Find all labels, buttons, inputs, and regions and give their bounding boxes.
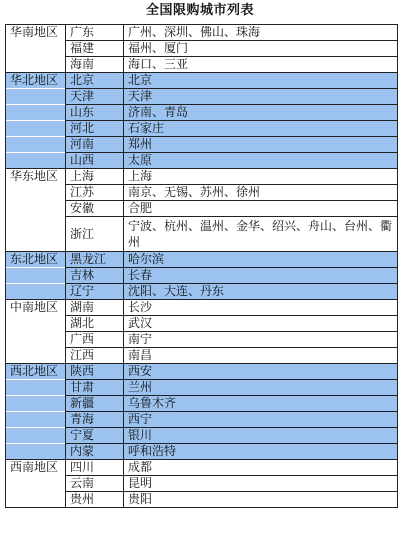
table-row [6, 284, 398, 300]
cities-cell: 宁波、杭州、温州、金华、绍兴、舟山、台州、衢州 [124, 217, 398, 252]
region-cell [6, 332, 66, 348]
region-cell: 华东地区 [6, 169, 66, 185]
province-cell: 海南 [66, 57, 124, 73]
table-row [6, 444, 398, 460]
region-cell [6, 476, 66, 492]
province-cell: 北京 [66, 73, 124, 89]
region-cell [6, 492, 66, 508]
province-cell: 吉林 [66, 268, 124, 284]
cities-cell: 哈尔滨 [124, 252, 398, 268]
cities-cell: 太原 [124, 153, 398, 169]
province-cell: 四川 [66, 460, 124, 476]
region-cell [6, 57, 66, 73]
region-cell [6, 380, 66, 396]
table-row [6, 380, 398, 396]
province-cell: 宁夏 [66, 428, 124, 444]
province-cell: 河北 [66, 121, 124, 137]
province-cell: 湖南 [66, 300, 124, 316]
table-row [6, 73, 398, 89]
region-cell [6, 284, 66, 300]
table-row [6, 428, 398, 444]
cities-cell: 西宁 [124, 412, 398, 428]
table-row [6, 121, 398, 137]
region-cell: 东北地区 [6, 252, 66, 268]
table-row [6, 268, 398, 284]
region-cell [6, 41, 66, 57]
table-row [6, 185, 398, 201]
region-cell [6, 428, 66, 444]
region-cell: 西北地区 [6, 364, 66, 380]
region-cell [6, 121, 66, 137]
province-cell: 江苏 [66, 185, 124, 201]
table-row [6, 217, 398, 252]
table-row [6, 460, 398, 476]
table-row [6, 201, 398, 217]
cities-cell: 合肥 [124, 201, 398, 217]
region-cell [6, 137, 66, 153]
cities-cell: 乌鲁木齐 [124, 396, 398, 412]
region-cell [6, 153, 66, 169]
province-cell: 河南 [66, 137, 124, 153]
table-row [6, 25, 398, 41]
cities-cell: 海口、三亚 [124, 57, 398, 73]
table-row [6, 300, 398, 316]
province-cell: 安徽 [66, 201, 124, 217]
region-cell [6, 444, 66, 460]
region-cell [6, 217, 66, 252]
province-cell: 天津 [66, 89, 124, 105]
region-cell: 中南地区 [6, 300, 66, 316]
table-row [6, 169, 398, 185]
table-row [6, 153, 398, 169]
region-cell [6, 185, 66, 201]
province-cell: 甘肃 [66, 380, 124, 396]
region-cell [6, 396, 66, 412]
region-cell [6, 412, 66, 428]
region-cell [6, 201, 66, 217]
cities-cell: 武汉 [124, 316, 398, 332]
region-cell [6, 89, 66, 105]
cities-cell: 贵阳 [124, 492, 398, 508]
table-row [6, 476, 398, 492]
cities-cell: 郑州 [124, 137, 398, 153]
cities-cell: 昆明 [124, 476, 398, 492]
region-cell [6, 316, 66, 332]
table-row [6, 137, 398, 153]
table-row [6, 316, 398, 332]
table-row [6, 348, 398, 364]
table-row [6, 412, 398, 428]
cities-cell: 西安 [124, 364, 398, 380]
province-cell: 青海 [66, 412, 124, 428]
table-body [6, 25, 398, 508]
cities-cell: 广州、深圳、佛山、珠海 [124, 25, 398, 41]
table-row [6, 252, 398, 268]
cities-cell: 北京 [124, 73, 398, 89]
province-cell: 云南 [66, 476, 124, 492]
cities-cell: 上海 [124, 169, 398, 185]
province-cell: 浙江 [66, 217, 124, 252]
table-row [6, 41, 398, 57]
province-cell: 山东 [66, 105, 124, 121]
province-cell: 山西 [66, 153, 124, 169]
region-cell [6, 348, 66, 364]
province-cell: 湖北 [66, 316, 124, 332]
cities-cell: 成都 [124, 460, 398, 476]
cities-cell: 济南、青岛 [124, 105, 398, 121]
region-cell: 华南地区 [6, 25, 66, 41]
cities-cell: 银川 [124, 428, 398, 444]
table-row [6, 105, 398, 121]
page-title: 全国限购城市列表 [145, 3, 254, 18]
cities-cell: 呼和浩特 [124, 444, 398, 460]
table-row [6, 332, 398, 348]
province-cell: 黑龙江 [66, 252, 124, 268]
table-row [6, 89, 398, 105]
region-cell: 华北地区 [6, 73, 66, 89]
table-row [6, 396, 398, 412]
restricted-cities-table [5, 24, 398, 508]
province-cell: 内蒙 [66, 444, 124, 460]
province-cell: 广西 [66, 332, 124, 348]
cities-cell: 福州、厦门 [124, 41, 398, 57]
region-cell [6, 105, 66, 121]
region-cell: 西南地区 [6, 460, 66, 476]
cities-cell: 长沙 [124, 300, 398, 316]
cities-cell: 兰州 [124, 380, 398, 396]
cities-cell: 石家庄 [124, 121, 398, 137]
province-cell: 贵州 [66, 492, 124, 508]
province-cell: 陕西 [66, 364, 124, 380]
table-row [6, 57, 398, 73]
cities-cell: 南宁 [124, 332, 398, 348]
table-row [6, 492, 398, 508]
province-cell: 福建 [66, 41, 124, 57]
cities-cell: 南京、无锡、苏州、徐州 [124, 185, 398, 201]
province-cell: 广东 [66, 25, 124, 41]
province-cell: 上海 [66, 169, 124, 185]
province-cell: 江西 [66, 348, 124, 364]
cities-cell: 南昌 [124, 348, 398, 364]
region-cell [6, 268, 66, 284]
cities-cell: 长春 [124, 268, 398, 284]
province-cell: 辽宁 [66, 284, 124, 300]
province-cell: 新疆 [66, 396, 124, 412]
table-row [6, 364, 398, 380]
cities-cell: 天津 [124, 89, 398, 105]
cities-cell: 沈阳、大连、丹东 [124, 284, 398, 300]
